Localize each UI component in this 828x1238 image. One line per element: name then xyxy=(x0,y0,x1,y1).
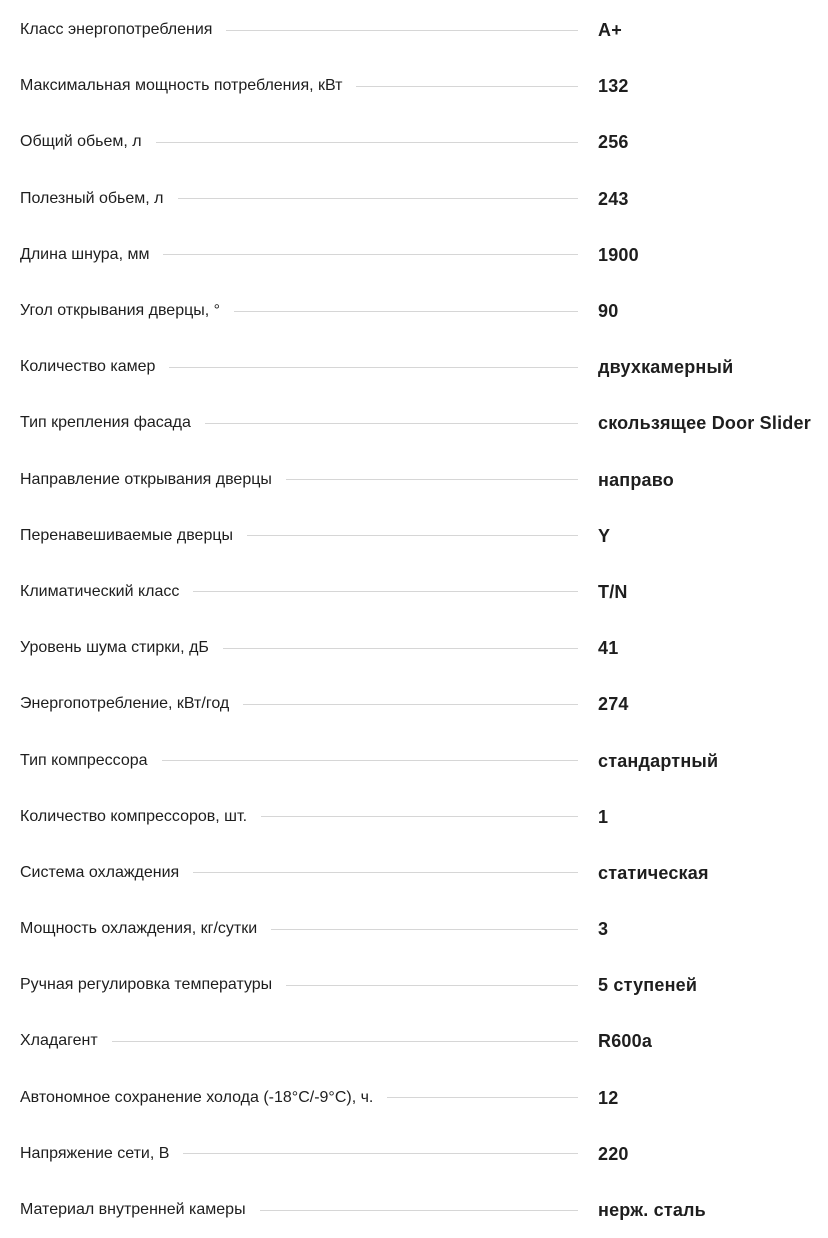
spec-label: Полезный обьем, л xyxy=(20,191,178,207)
dotted-leader-line xyxy=(183,1153,578,1154)
dotted-leader-line xyxy=(286,985,578,986)
spec-label: Энергопотребление, кВт/год xyxy=(20,696,243,712)
dotted-leader-line xyxy=(356,86,578,87)
dotted-leader-line xyxy=(247,535,578,536)
spec-row xyxy=(0,620,828,676)
spec-row xyxy=(0,395,828,451)
spec-row xyxy=(0,114,828,170)
dotted-leader-line xyxy=(162,760,578,761)
dotted-leader-line xyxy=(260,1210,578,1211)
spec-label-wrap xyxy=(20,789,598,845)
spec-label: Перенавешиваемые дверцы xyxy=(20,528,247,544)
spec-value: A+ xyxy=(598,20,622,41)
spec-label-wrap xyxy=(20,620,598,676)
dotted-leader-line xyxy=(205,423,578,424)
spec-value: Y xyxy=(598,525,611,546)
spec-label: Ручная регулировка температуры xyxy=(20,977,286,993)
spec-value: 3 xyxy=(598,919,609,940)
spec-value: R600a xyxy=(598,1031,653,1052)
spec-value: 41 xyxy=(598,638,619,659)
spec-value: 5 ступеней xyxy=(598,975,698,996)
spec-label: Общий обьем, л xyxy=(20,134,156,150)
dotted-leader-line xyxy=(193,591,578,592)
spec-label-wrap xyxy=(20,564,598,620)
dotted-leader-line xyxy=(387,1097,578,1098)
spec-label-wrap xyxy=(20,676,598,732)
spec-label-wrap xyxy=(20,1070,598,1126)
spec-value: 12 xyxy=(598,1087,619,1108)
spec-label-wrap xyxy=(20,957,598,1013)
spec-label-wrap xyxy=(20,2,598,58)
dotted-leader-line xyxy=(223,648,578,649)
spec-value: 256 xyxy=(598,132,629,153)
spec-value: стандартный xyxy=(598,750,719,771)
spec-label-wrap xyxy=(20,1182,598,1238)
spec-value: статическая xyxy=(598,862,709,883)
spec-row xyxy=(0,564,828,620)
spec-row xyxy=(0,452,828,508)
spec-label: Количество камер xyxy=(20,359,169,375)
dotted-leader-line xyxy=(112,1041,578,1042)
spec-label-wrap xyxy=(20,732,598,788)
spec-label: Длина шнура, мм xyxy=(20,247,163,263)
dotted-leader-line xyxy=(169,367,578,368)
spec-label: Тип крепления фасада xyxy=(20,415,205,431)
spec-label-wrap xyxy=(20,339,598,395)
dotted-leader-line xyxy=(193,872,578,873)
spec-row xyxy=(0,732,828,788)
dotted-leader-line xyxy=(156,142,578,143)
spec-label-wrap xyxy=(20,845,598,901)
spec-label: Тип компрессора xyxy=(20,753,162,769)
spec-value: 1 xyxy=(598,806,609,827)
dotted-leader-line xyxy=(261,816,578,817)
dotted-leader-line xyxy=(226,30,578,31)
spec-label-wrap xyxy=(20,395,598,451)
spec-label: Направление открывания дверцы xyxy=(20,472,286,488)
dotted-leader-line xyxy=(286,479,578,480)
spec-row xyxy=(0,2,828,58)
spec-row xyxy=(0,227,828,283)
spec-label-wrap xyxy=(20,227,598,283)
spec-label: Класс энергопотребления xyxy=(20,22,226,38)
spec-label-wrap xyxy=(20,1013,598,1069)
spec-row xyxy=(0,789,828,845)
dotted-leader-line xyxy=(234,311,578,312)
spec-row xyxy=(0,58,828,114)
spec-value: 274 xyxy=(598,694,629,715)
spec-label-wrap xyxy=(20,508,598,564)
spec-value: 90 xyxy=(598,301,619,322)
spec-label: Угол открывания дверцы, ° xyxy=(20,303,234,319)
spec-value: 243 xyxy=(598,188,629,209)
spec-label: Уровень шума стирки, дБ xyxy=(20,640,223,656)
spec-value: T/N xyxy=(598,581,628,602)
spec-label-wrap xyxy=(20,452,598,508)
spec-row xyxy=(0,901,828,957)
spec-label: Максимальная мощность потребления, кВт xyxy=(20,78,356,94)
spec-label: Автономное сохранение холода (-18°C/-9°C), ч. xyxy=(20,1090,387,1106)
dotted-leader-line xyxy=(163,254,578,255)
spec-row xyxy=(0,1182,828,1238)
spec-row xyxy=(0,171,828,227)
spec-row xyxy=(0,957,828,1013)
spec-label: Система охлаждения xyxy=(20,865,193,881)
spec-value: 1900 xyxy=(598,244,639,265)
dotted-leader-line xyxy=(243,704,578,705)
dotted-leader-line xyxy=(271,929,578,930)
spec-label-wrap xyxy=(20,1126,598,1182)
spec-row xyxy=(0,1126,828,1182)
spec-value: скользящее Door Slider xyxy=(598,413,811,434)
spec-value: двухкамерный xyxy=(598,357,734,378)
spec-label: Количество компрессоров, шт. xyxy=(20,809,261,825)
spec-value: 132 xyxy=(598,76,629,97)
spec-row xyxy=(0,1070,828,1126)
spec-label-wrap xyxy=(20,901,598,957)
spec-label-wrap xyxy=(20,58,598,114)
spec-label-wrap xyxy=(20,283,598,339)
spec-row xyxy=(0,508,828,564)
spec-label: Материал внутренней камеры xyxy=(20,1202,260,1218)
dotted-leader-line xyxy=(178,198,578,199)
spec-label: Климатический класс xyxy=(20,584,193,600)
spec-label-wrap xyxy=(20,114,598,170)
spec-label: Мощность охлаждения, кг/сутки xyxy=(20,921,271,937)
spec-value: 220 xyxy=(598,1143,629,1164)
spec-row xyxy=(0,1013,828,1069)
spec-row xyxy=(0,845,828,901)
spec-row xyxy=(0,339,828,395)
spec-label-wrap xyxy=(20,171,598,227)
spec-row xyxy=(0,676,828,732)
spec-label: Напряжение сети, В xyxy=(20,1146,183,1162)
spec-row xyxy=(0,283,828,339)
spec-value: направо xyxy=(598,469,674,490)
spec-value: нерж. сталь xyxy=(598,1200,706,1221)
spec-label: Хладагент xyxy=(20,1033,112,1049)
